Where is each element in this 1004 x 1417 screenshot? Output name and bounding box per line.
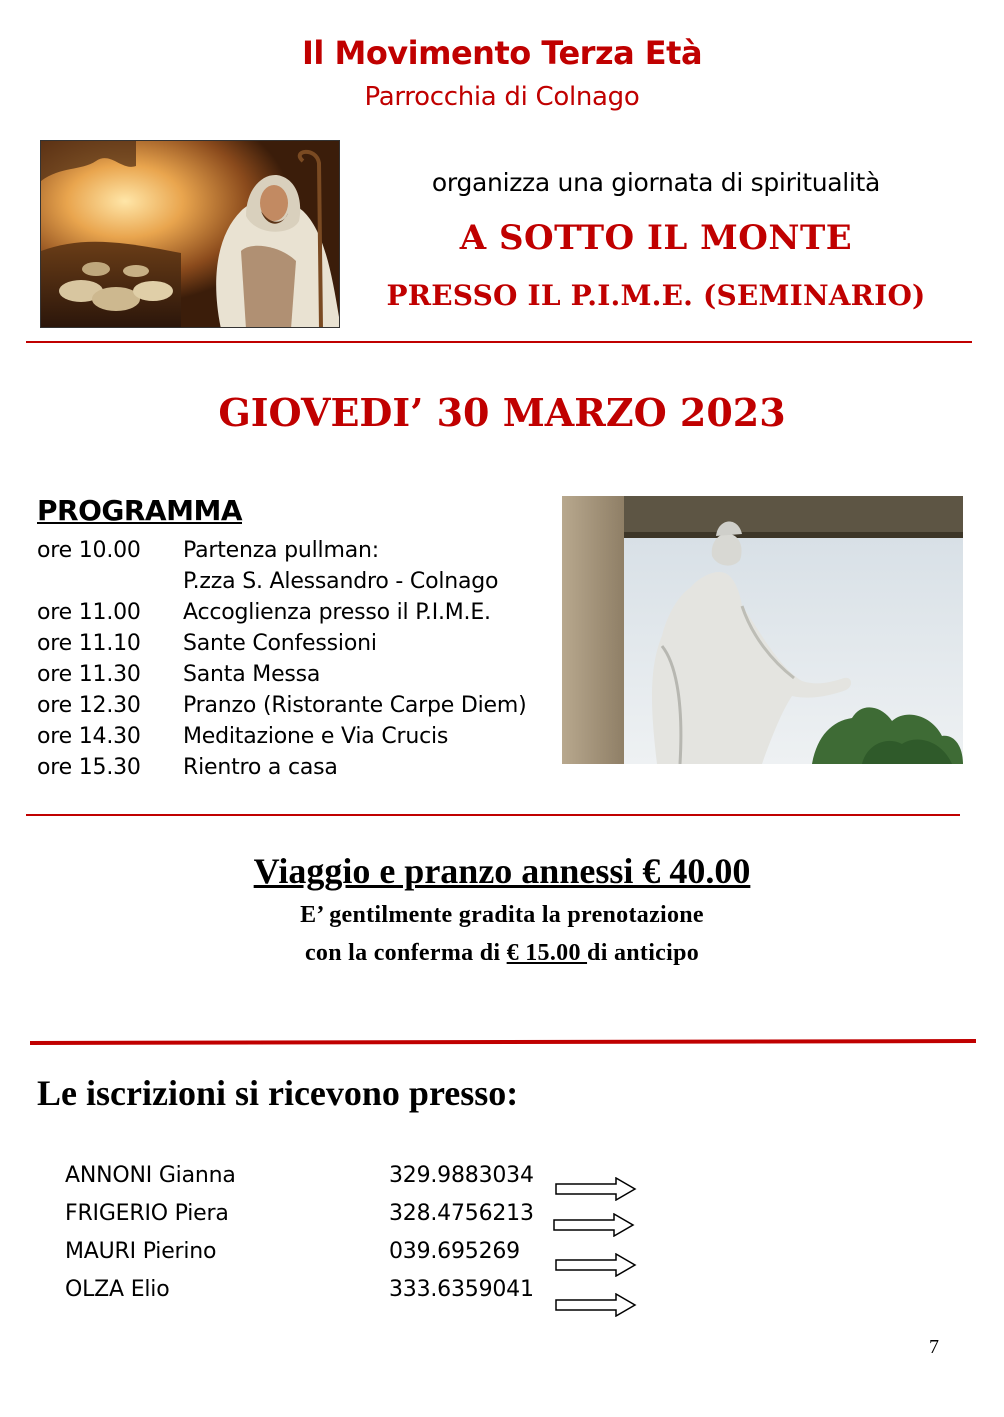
contact-name: MAURI Pierino bbox=[65, 1239, 217, 1264]
right-arrow-outline-icon bbox=[554, 1253, 638, 1277]
schedule-desc: Accoglienza presso il P.I.M.E. bbox=[183, 600, 491, 625]
price-text: Viaggio e pranzo annessi € 40.00 bbox=[253, 851, 751, 891]
right-arrow-outline-icon bbox=[552, 1213, 636, 1237]
page-number: 7 bbox=[929, 1336, 939, 1358]
shepherd-painting bbox=[40, 140, 340, 328]
programma-title: PROGRAMMA bbox=[37, 494, 242, 527]
schedule-time: ore 10.00 bbox=[37, 538, 141, 563]
contact-phone: 333.6359041 bbox=[389, 1277, 534, 1302]
schedule-time: ore 11.00 bbox=[37, 600, 141, 625]
schedule-desc: Rientro a casa bbox=[183, 755, 338, 780]
enrollment-title: Le iscrizioni si ricevono presso: bbox=[37, 1073, 519, 1113]
schedule-desc: P.zza S. Alessandro - Colnago bbox=[183, 569, 499, 594]
schedule-desc: Santa Messa bbox=[183, 662, 321, 687]
divider bbox=[26, 814, 960, 816]
pope-statue-image bbox=[562, 496, 963, 764]
contact-phone: 039.695269 bbox=[389, 1239, 520, 1264]
contact-name: ANNONI Gianna bbox=[65, 1163, 236, 1188]
deposit-note-post: di anticipo bbox=[587, 940, 700, 966]
contact-phone: 328.4756213 bbox=[389, 1201, 534, 1226]
event-location: A SOTTO IL MONTE bbox=[459, 218, 853, 258]
divider-thick bbox=[30, 1039, 976, 1045]
contact-name: FRIGERIO Piera bbox=[65, 1201, 229, 1226]
deposit-note-pre: con la conferma di bbox=[304, 940, 507, 966]
price-line bbox=[0, 850, 1004, 892]
schedule-time: ore 11.30 bbox=[37, 662, 141, 687]
schedule-desc: Pranzo (Ristorante Carpe Diem) bbox=[183, 693, 527, 718]
schedule-time: ore 12.30 bbox=[37, 693, 141, 718]
right-arrow-outline-icon bbox=[554, 1177, 638, 1201]
schedule-desc: Partenza pullman: bbox=[183, 538, 379, 563]
page-title: Il Movimento Terza Età bbox=[301, 34, 703, 72]
contact-phone: 329.9883034 bbox=[389, 1163, 534, 1188]
schedule-time: ore 15.30 bbox=[37, 755, 141, 780]
schedule-desc: Meditazione e Via Crucis bbox=[183, 724, 449, 749]
pope-statue-photo bbox=[562, 496, 963, 764]
schedule-time: ore 14.30 bbox=[37, 724, 141, 749]
page-subtitle: Parrocchia di Colnago bbox=[364, 82, 640, 112]
right-arrow-outline-icon bbox=[554, 1293, 638, 1317]
deposit-note bbox=[0, 940, 1004, 967]
shepherd-painting-image bbox=[41, 141, 340, 328]
contact-name: OLZA Elio bbox=[65, 1277, 170, 1302]
divider bbox=[26, 341, 972, 343]
deposit-amount: € 15.00 bbox=[506, 940, 588, 966]
reservation-note: E’ gentilmente gradita la prenotazione bbox=[300, 902, 704, 928]
intro-line: organizza una giornata di spiritualità bbox=[431, 168, 881, 197]
event-location-detail: PRESSO IL P.I.M.E. (SEMINARIO) bbox=[386, 279, 926, 312]
schedule-desc: Sante Confessioni bbox=[183, 631, 377, 656]
schedule-time: ore 11.10 bbox=[37, 631, 141, 656]
event-date: GIOVEDI’ 30 MARZO 2023 bbox=[218, 390, 786, 435]
